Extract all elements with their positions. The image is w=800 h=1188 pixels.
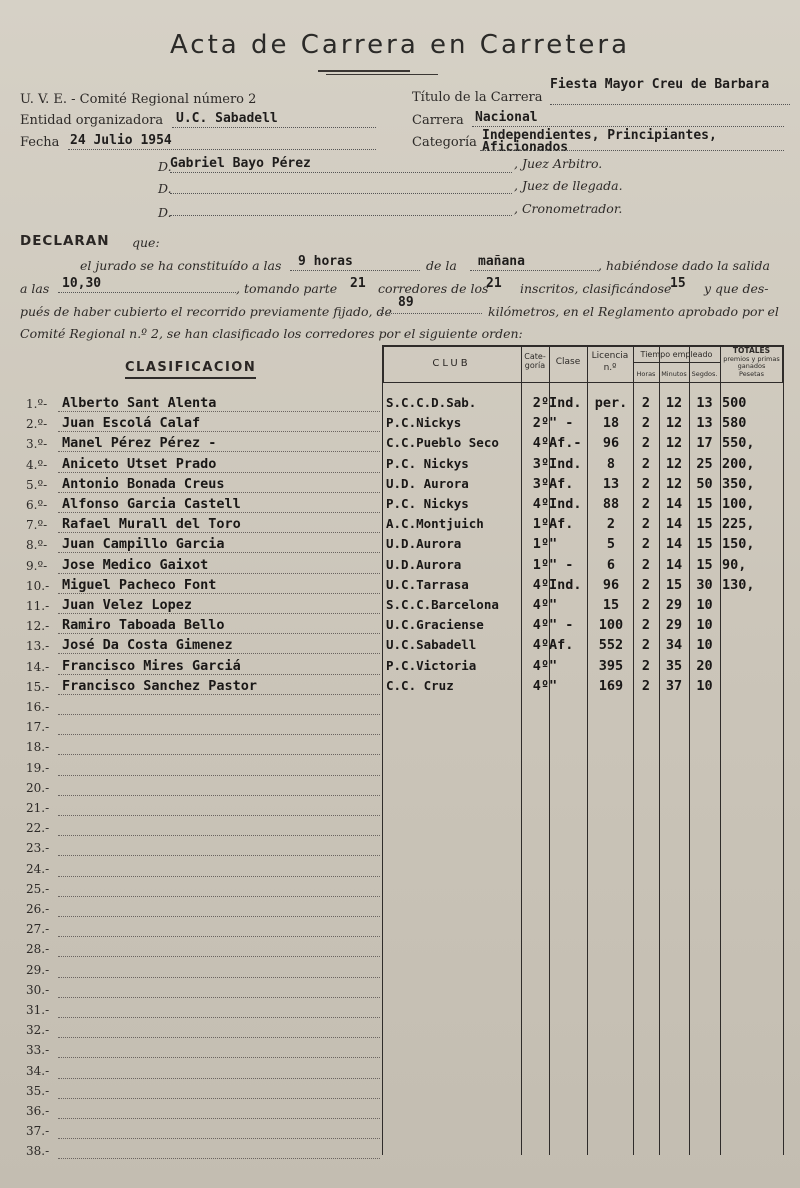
row-segundos: 17 bbox=[696, 435, 713, 452]
row-totales: 550, bbox=[722, 435, 755, 452]
row-totales: 500 bbox=[722, 395, 747, 411]
categoria-label: Categoría bbox=[412, 135, 477, 150]
crono-dotline bbox=[170, 215, 512, 216]
row-cat: 1º bbox=[532, 516, 549, 533]
row-dotline bbox=[58, 633, 380, 634]
row-dotline bbox=[58, 1078, 380, 1079]
row-number: 28.- bbox=[26, 942, 50, 957]
row-totales: 90, bbox=[722, 556, 747, 573]
row-dotline bbox=[58, 1057, 380, 1058]
row-number: 38.- bbox=[26, 1144, 50, 1159]
row-licencia: 96 bbox=[602, 435, 620, 452]
row-segundos: 30 bbox=[696, 576, 713, 593]
row-club: U.C.Sabadell bbox=[386, 637, 477, 653]
km-dotline bbox=[380, 313, 482, 314]
row-clase: Af. bbox=[549, 637, 574, 654]
licencia-header-l2: n.º bbox=[603, 363, 617, 373]
row-clase: Af. bbox=[549, 516, 574, 533]
row-dotline bbox=[58, 552, 380, 553]
row-clase: Ind. bbox=[549, 455, 582, 472]
uve-label: U. V. E. - Comité Regional número 2 bbox=[20, 92, 257, 107]
row-number: 2.º- bbox=[26, 417, 48, 432]
row-dotline bbox=[58, 653, 380, 654]
row-rider-name: Miguel Pacheco Font bbox=[62, 576, 217, 593]
row-rider-name: Juan Campillo Garcia bbox=[62, 536, 225, 553]
row-horas: 2 bbox=[641, 576, 651, 593]
row-horas: 2 bbox=[641, 677, 651, 694]
row-dotline bbox=[58, 492, 380, 493]
row-club: S.C.C.Barcelona bbox=[386, 597, 499, 612]
row-horas: 2 bbox=[641, 597, 651, 613]
row-number: 33.- bbox=[26, 1043, 50, 1058]
row-number: 9.º- bbox=[26, 558, 48, 573]
row-dotline bbox=[58, 835, 380, 836]
row-number: 16.- bbox=[26, 700, 50, 714]
row-dotline bbox=[58, 956, 380, 957]
row-horas: 2 bbox=[641, 435, 651, 452]
tiempo-header: Tiempo empleado bbox=[633, 350, 720, 363]
row-cat: 4º bbox=[532, 496, 549, 512]
row-number: 13.- bbox=[26, 639, 50, 654]
row-club: U.D. Aurora bbox=[386, 475, 469, 491]
arbitro-dotline bbox=[170, 172, 512, 173]
row-minutos: 15 bbox=[665, 576, 683, 593]
row-number: 26.- bbox=[26, 902, 50, 916]
arbitro-label: , Juez Arbitro. bbox=[514, 156, 603, 171]
salida-dotline bbox=[58, 292, 236, 293]
row-number: 31.- bbox=[26, 1003, 50, 1017]
row-dotline bbox=[58, 573, 380, 574]
declaran-que: que: bbox=[132, 235, 160, 250]
row-number: 10.- bbox=[26, 578, 50, 593]
row-number: 36.- bbox=[26, 1104, 50, 1118]
row-minutos: 12 bbox=[665, 415, 683, 432]
cat-header bbox=[521, 352, 549, 370]
row-number: 7.º- bbox=[26, 518, 48, 533]
row-licencia: 13 bbox=[602, 475, 620, 492]
row-totales: 100, bbox=[722, 496, 755, 512]
row-club: P.C.Nickys bbox=[386, 415, 462, 431]
row-totales: 130, bbox=[722, 576, 755, 593]
row-cat: 4º bbox=[532, 597, 549, 613]
row-licencia: 552 bbox=[598, 637, 624, 654]
row-dotline bbox=[58, 714, 380, 715]
entidad-label: Entidad organizadora bbox=[20, 113, 164, 128]
row-minutos: 14 bbox=[665, 516, 683, 533]
row-dotline bbox=[58, 1118, 380, 1119]
row-minutos: 29 bbox=[665, 617, 683, 634]
row-cat: 3º bbox=[532, 455, 549, 472]
row-number: 18.- bbox=[26, 740, 50, 755]
row-cat: 1º bbox=[532, 556, 549, 573]
title-underline bbox=[318, 70, 410, 72]
row-horas: 2 bbox=[641, 415, 651, 432]
row-clase: Ind. bbox=[549, 395, 582, 411]
declaran-clasificados: 15 bbox=[670, 276, 686, 291]
row-dotline bbox=[58, 532, 380, 533]
row-clase: " bbox=[549, 597, 558, 613]
row-rider-name: Ramiro Taboada Bello bbox=[62, 617, 225, 634]
row-rider-name: Juan Escolá Calaf bbox=[62, 415, 201, 432]
row-number: 21.- bbox=[26, 801, 50, 815]
declaran-l2-d: inscritos, clasificándose bbox=[520, 281, 672, 296]
row-cat: 4º bbox=[532, 637, 549, 654]
fecha-value: 24 Julio 1954 bbox=[70, 133, 172, 148]
row-licencia: 100 bbox=[598, 617, 624, 634]
row-licencia: 96 bbox=[602, 576, 620, 593]
row-licencia: 88 bbox=[602, 496, 620, 512]
categoria-value: Independientes, Principiantes, Aficionados bbox=[482, 128, 717, 155]
licencia-header bbox=[587, 350, 633, 374]
row-minutos: 12 bbox=[665, 395, 683, 411]
row-minutos: 14 bbox=[665, 556, 683, 573]
totales-header-l1: TOTALES bbox=[732, 346, 771, 355]
llegada-prefix: D. bbox=[158, 181, 172, 196]
row-number: 24.- bbox=[26, 861, 50, 876]
row-rider-name: Jose Medico Gaixot bbox=[62, 556, 209, 573]
row-dotline bbox=[58, 795, 380, 796]
totales-header-l3: ganados bbox=[737, 362, 766, 370]
row-club: P.C.Victoria bbox=[386, 657, 477, 673]
declaran-l1-c: , habiéndose dado la salida bbox=[598, 258, 770, 273]
row-dotline bbox=[58, 997, 380, 998]
row-number: 30.- bbox=[26, 982, 50, 997]
row-club: P.C. Nickys bbox=[386, 455, 469, 471]
declaran-km: 89 bbox=[398, 295, 414, 310]
row-horas: 2 bbox=[641, 536, 651, 553]
row-rider-name: Francisco Mires Garciá bbox=[62, 657, 241, 674]
row-number: 19.- bbox=[26, 760, 50, 775]
row-minutos: 12 bbox=[665, 435, 683, 452]
row-horas: 2 bbox=[641, 617, 651, 634]
row-clase: Ind. bbox=[549, 576, 582, 593]
row-dotline bbox=[58, 855, 380, 856]
row-dotline bbox=[58, 411, 380, 412]
row-horas: 2 bbox=[641, 516, 651, 533]
row-number: 1.º- bbox=[26, 397, 48, 411]
row-dotline bbox=[58, 431, 380, 432]
row-totales: 200, bbox=[722, 455, 755, 472]
row-club: S.C.C.D.Sab. bbox=[386, 395, 477, 410]
declaran-l1-a: el jurado se ha constituído a las bbox=[80, 258, 282, 273]
row-totales: 150, bbox=[722, 536, 755, 553]
cat-header-l1: Cate- bbox=[524, 352, 546, 361]
row-dotline bbox=[58, 916, 380, 917]
row-dotline bbox=[58, 472, 380, 473]
row-licencia: 2 bbox=[606, 516, 616, 533]
title-underline-secondary bbox=[326, 74, 438, 75]
row-club: U.C.Graciense bbox=[386, 617, 484, 633]
row-horas: 2 bbox=[641, 496, 651, 512]
row-dotline bbox=[58, 896, 380, 897]
entidad-dotline bbox=[172, 127, 376, 128]
row-number: 5.º- bbox=[26, 477, 48, 492]
row-number: 12.- bbox=[26, 619, 50, 634]
row-horas: 2 bbox=[641, 475, 651, 492]
categoria-dotline bbox=[480, 150, 784, 151]
row-number: 8.º- bbox=[26, 538, 48, 553]
row-number: 25.- bbox=[26, 881, 50, 896]
row-minutos: 14 bbox=[665, 536, 683, 553]
row-number: 6.º- bbox=[26, 498, 48, 512]
row-number: 29.- bbox=[26, 962, 50, 977]
row-minutos: 34 bbox=[665, 637, 683, 654]
minutos-header: Minutos bbox=[661, 370, 687, 378]
row-horas: 2 bbox=[641, 455, 651, 472]
declaran-horas: 9 horas bbox=[298, 254, 353, 269]
clasificacion-header: CLASIFICACION bbox=[125, 360, 256, 379]
totales-header bbox=[720, 347, 783, 378]
declaran-l2-a: a las bbox=[20, 281, 50, 296]
row-number: 3.º- bbox=[26, 437, 48, 452]
row-club: A.C.Montjuich bbox=[386, 516, 484, 532]
row-clase: Af. bbox=[549, 475, 574, 492]
row-dotline bbox=[58, 512, 380, 513]
row-horas: 2 bbox=[641, 395, 651, 411]
titulo-value: Fiesta Mayor Creu de Barbara bbox=[550, 77, 770, 92]
carrera-label: Carrera bbox=[412, 113, 464, 128]
row-clase: " bbox=[549, 536, 558, 553]
row-dotline bbox=[58, 876, 380, 877]
row-dotline bbox=[58, 977, 380, 978]
row-rider-name: José Da Costa Gimenez bbox=[62, 637, 233, 654]
row-horas: 2 bbox=[641, 556, 651, 573]
row-cat: 4º bbox=[532, 435, 549, 452]
declaran-l2-c: corredores de los bbox=[378, 281, 489, 296]
row-segundos: 15 bbox=[696, 496, 713, 512]
declaran-parte: 21 bbox=[350, 276, 366, 291]
row-clase: Ind. bbox=[549, 496, 582, 512]
row-totales: 225, bbox=[722, 516, 755, 533]
licencia-header-l1: Licencia bbox=[591, 351, 629, 361]
declaran-l4: Comité Regional n.º 2, se han clasificado los corredores por el siguiente orden: bbox=[20, 326, 523, 341]
row-dotline bbox=[58, 734, 380, 735]
row-segundos: 10 bbox=[696, 597, 713, 613]
row-segundos: 20 bbox=[696, 657, 713, 674]
row-segundos: 25 bbox=[696, 455, 713, 472]
row-licencia: 8 bbox=[606, 455, 616, 472]
row-number: 15.- bbox=[26, 679, 50, 694]
row-licencia: 18 bbox=[602, 415, 620, 432]
declaran-l3-a: pués de haber cubierto el recorrido previamente fijado, de bbox=[20, 304, 392, 319]
row-dotline bbox=[58, 815, 380, 816]
row-cat: 4º bbox=[532, 617, 549, 634]
row-licencia: 5 bbox=[606, 536, 616, 553]
row-dotline bbox=[58, 1158, 380, 1159]
row-totales: 580 bbox=[722, 415, 747, 432]
document-title: Acta de Carrera en Carretera bbox=[169, 30, 631, 60]
llegada-dotline bbox=[170, 193, 512, 194]
row-dotline bbox=[58, 754, 380, 755]
row-number: 14.- bbox=[26, 659, 50, 674]
declaran-manana: mañana bbox=[478, 254, 525, 269]
row-segundos: 13 bbox=[696, 415, 713, 432]
row-rider-name: Antonio Bonada Creus bbox=[62, 475, 225, 492]
row-rider-name: Alberto Sant Alenta bbox=[62, 395, 217, 411]
row-clase: " bbox=[549, 657, 558, 674]
row-number: 20.- bbox=[26, 780, 50, 795]
row-minutos: 12 bbox=[665, 455, 683, 472]
row-club: C.C. Cruz bbox=[386, 677, 454, 693]
declaran-l2-e: y que des- bbox=[704, 281, 769, 296]
horas-dotline bbox=[290, 270, 420, 271]
row-number: 37.- bbox=[26, 1124, 50, 1139]
arbitro-value: Gabriel Bayo Pérez bbox=[170, 156, 311, 171]
row-cat: 1º bbox=[532, 536, 549, 553]
row-number: 27.- bbox=[26, 922, 50, 937]
row-dotline bbox=[58, 613, 380, 614]
row-number: 22.- bbox=[26, 821, 50, 836]
row-licencia: 169 bbox=[598, 677, 624, 694]
row-number: 11.- bbox=[26, 599, 50, 613]
manana-dotline bbox=[470, 270, 598, 271]
row-rider-name: Francisco Sanchez Pastor bbox=[62, 677, 258, 694]
row-segundos: 15 bbox=[696, 556, 713, 573]
row-segundos: 10 bbox=[696, 617, 713, 634]
row-rider-name: Alfonso Garcia Castell bbox=[62, 496, 241, 512]
horas-header: Horas bbox=[636, 370, 656, 378]
row-horas: 2 bbox=[641, 637, 651, 654]
row-segundos: 10 bbox=[696, 637, 713, 654]
row-clase: " - bbox=[549, 415, 574, 432]
row-rider-name: Aniceto Utset Prado bbox=[62, 455, 217, 472]
entidad-value: U.C. Sabadell bbox=[176, 111, 278, 126]
row-dotline bbox=[58, 1098, 380, 1099]
cat-header-l2: goría bbox=[524, 361, 546, 370]
declaran-l3-b: kilómetros, en el Reglamento aprobado por el bbox=[488, 304, 779, 319]
totales-header-l4: Pesetas bbox=[739, 369, 764, 378]
clase-header: Clase bbox=[555, 357, 581, 367]
row-club: U.D.Aurora bbox=[386, 536, 462, 552]
row-minutos: 35 bbox=[665, 657, 683, 674]
segundos-header: Segdos. bbox=[691, 370, 718, 378]
row-segundos: 15 bbox=[696, 516, 713, 533]
row-dotline bbox=[58, 1037, 380, 1038]
row-dotline bbox=[58, 451, 380, 452]
carrera-value: Nacional bbox=[475, 110, 538, 125]
row-segundos: 13 bbox=[696, 395, 713, 411]
row-number: 23.- bbox=[26, 841, 50, 856]
row-cat: 4º bbox=[532, 576, 549, 593]
row-rider-name: Juan Velez Lopez bbox=[62, 597, 193, 613]
row-clase: Af.- bbox=[549, 435, 582, 452]
row-rider-name: Manel Pérez Pérez - bbox=[62, 435, 217, 452]
row-minutos: 37 bbox=[665, 677, 683, 694]
col-divider-club bbox=[382, 345, 383, 1155]
row-number: 32.- bbox=[26, 1023, 50, 1038]
row-segundos: 10 bbox=[696, 677, 713, 694]
row-dotline bbox=[58, 1138, 380, 1139]
row-number: 34.- bbox=[26, 1063, 50, 1078]
declaran-salida: 10,30 bbox=[62, 276, 102, 291]
titulo-label: Título de la Carrera bbox=[412, 90, 543, 105]
titulo-dotline bbox=[550, 104, 790, 105]
row-segundos: 15 bbox=[696, 536, 713, 553]
row-minutos: 12 bbox=[665, 475, 683, 492]
row-cat: 2º bbox=[532, 415, 549, 432]
col-divider-totales bbox=[720, 345, 721, 1155]
row-dotline bbox=[58, 674, 380, 675]
declaran-inscritos: 21 bbox=[486, 276, 502, 291]
row-club: U.D.Aurora bbox=[386, 556, 462, 572]
llegada-label: , Juez de llegada. bbox=[514, 178, 623, 193]
row-licencia: 395 bbox=[598, 657, 624, 674]
col-divider-right bbox=[783, 345, 784, 1155]
row-licencia: 15 bbox=[602, 597, 620, 613]
row-dotline bbox=[58, 775, 380, 776]
row-cat: 4º bbox=[532, 657, 549, 674]
declaran-l2-b: , tomando parte bbox=[236, 281, 338, 296]
row-clase: " bbox=[549, 677, 558, 694]
row-number: 4.º- bbox=[26, 457, 48, 472]
row-dotline bbox=[58, 593, 380, 594]
row-number: 17.- bbox=[26, 720, 50, 735]
row-dotline bbox=[58, 694, 380, 695]
row-segundos: 50 bbox=[696, 475, 713, 492]
row-club: C.C.Pueblo Seco bbox=[386, 435, 499, 451]
declaran-heading: DECLARAN bbox=[20, 233, 110, 249]
row-totales: 350, bbox=[722, 475, 755, 492]
row-licencia: per. bbox=[594, 395, 628, 411]
crono-prefix: D. bbox=[158, 205, 172, 220]
row-club: U.C.Tarrasa bbox=[386, 576, 469, 592]
arbitro-prefix: D. bbox=[158, 159, 172, 174]
row-minutos: 29 bbox=[665, 597, 683, 613]
row-minutos: 14 bbox=[665, 496, 683, 512]
club-header: CLUB bbox=[432, 358, 471, 369]
row-cat: 3º bbox=[532, 475, 549, 492]
row-clase: " - bbox=[549, 617, 574, 634]
totales-header-l2: premios y primas bbox=[723, 354, 780, 363]
row-cat: 2º bbox=[532, 395, 549, 411]
row-rider-name: Rafael Murall del Toro bbox=[62, 516, 241, 533]
row-club: P.C. Nickys bbox=[386, 496, 469, 511]
declaran-l1-b: de la bbox=[426, 258, 457, 273]
row-number: 35.- bbox=[26, 1083, 50, 1098]
row-licencia: 6 bbox=[606, 556, 616, 573]
crono-label: , Cronometrador. bbox=[514, 201, 623, 216]
row-clase: " - bbox=[549, 556, 574, 573]
fecha-label: Fecha bbox=[20, 135, 60, 150]
row-dotline bbox=[58, 1017, 380, 1018]
fecha-dotline bbox=[68, 149, 376, 150]
carrera-dotline bbox=[472, 126, 784, 127]
row-dotline bbox=[58, 936, 380, 937]
row-cat: 4º bbox=[532, 677, 549, 694]
row-horas: 2 bbox=[641, 657, 651, 674]
